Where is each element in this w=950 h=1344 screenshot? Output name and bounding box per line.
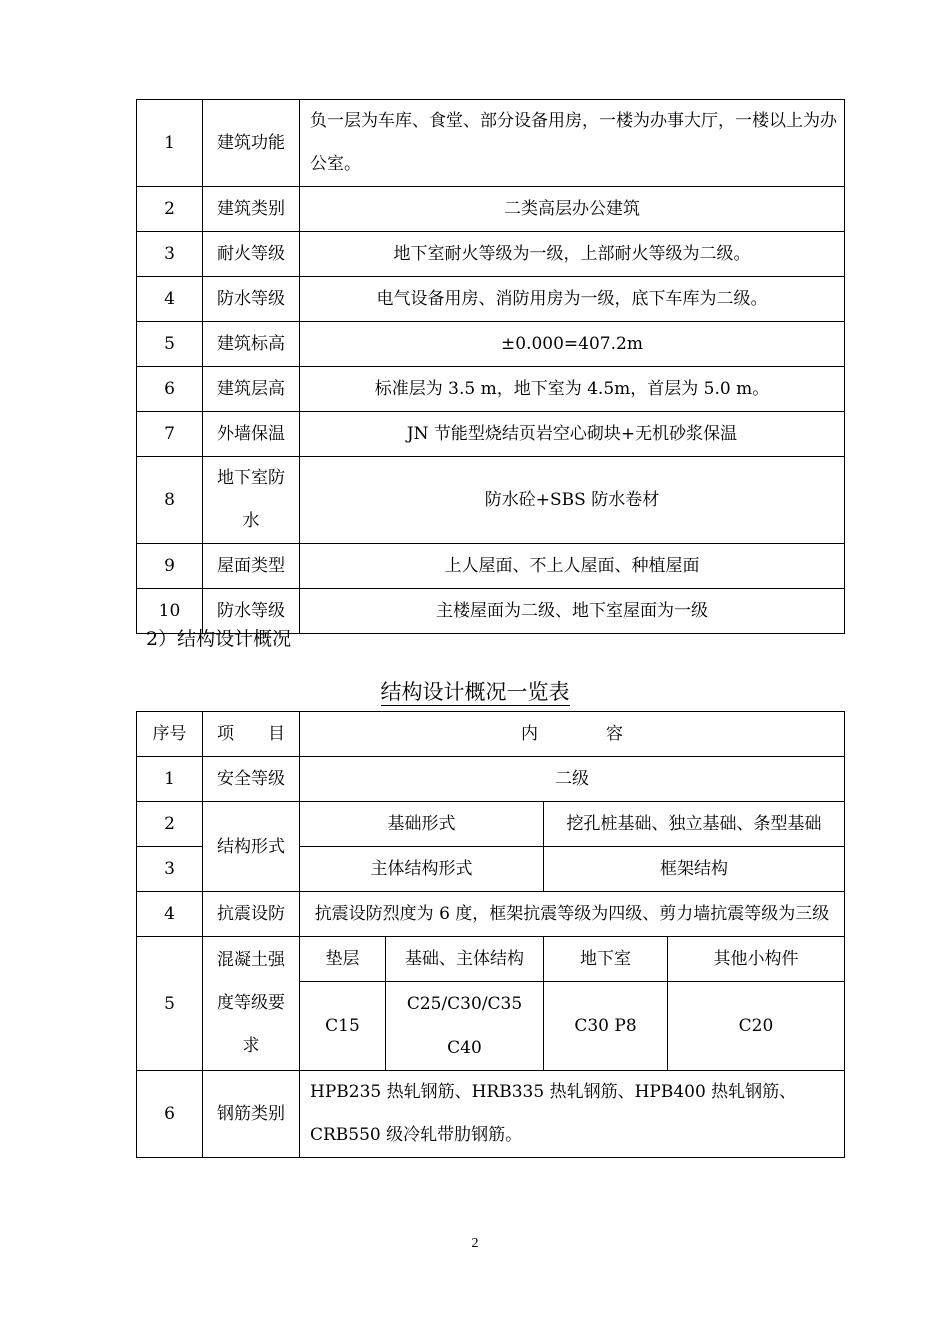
- header-content: 内 容: [300, 712, 845, 757]
- row-content: 上人屋面、不上人屋面、种植屋面: [300, 544, 845, 589]
- header-item: 项 目: [203, 712, 300, 757]
- row-no: 5: [137, 322, 203, 367]
- row-item: 耐火等级: [203, 232, 300, 277]
- row-no: 4: [137, 892, 203, 937]
- row-no: 3: [137, 232, 203, 277]
- concrete-value: C20: [668, 982, 845, 1071]
- table-row: [137, 544, 845, 589]
- row-item: 钢筋类别: [203, 1071, 300, 1158]
- concrete-head: 垫层: [300, 937, 386, 982]
- row-sub-item: 基础形式: [300, 802, 544, 847]
- row-no: 6: [137, 1071, 203, 1158]
- row-item: 建筑类别: [203, 187, 300, 232]
- row-item: 建筑层高: [203, 367, 300, 412]
- table-row: [137, 457, 845, 544]
- concrete-value: C15: [300, 982, 386, 1071]
- row-content: 防水砼+SBS 防水卷材: [300, 457, 845, 544]
- table-row: [137, 367, 845, 412]
- table-row: [137, 412, 845, 457]
- table-row: [137, 232, 845, 277]
- row-no: 3: [137, 847, 203, 892]
- row-content: 主楼屋面为二级、地下室屋面为一级: [300, 589, 845, 634]
- row-item: 屋面类型: [203, 544, 300, 589]
- row-item: 建筑标高: [203, 322, 300, 367]
- page-number: 2: [471, 1236, 479, 1251]
- row-no: 1: [137, 100, 203, 187]
- row-sub-value: 挖孔桩基础、独立基础、条型基础: [544, 802, 845, 847]
- table-row: [137, 277, 845, 322]
- row-no: 2: [137, 187, 203, 232]
- row-content: 二类高层办公建筑: [300, 187, 845, 232]
- row-content: 抗震设防烈度为 6 度，框架抗震等级为四级、剪力墙抗震等级为三级: [300, 892, 845, 937]
- row-no: 1: [137, 757, 203, 802]
- row-item: 防水等级: [203, 277, 300, 322]
- row-item: 建筑功能: [203, 100, 300, 187]
- row-no: 7: [137, 412, 203, 457]
- row-content: 地下室耐火等级为一级，上部耐火等级为二级。: [300, 232, 845, 277]
- row-no: 5: [137, 937, 203, 1071]
- table-row: [137, 802, 845, 847]
- row-item: 防水等级: [203, 589, 300, 634]
- row-no: 9: [137, 544, 203, 589]
- row-content: 标准层为 3.5 m，地下室为 4.5m，首层为 5.0 m。: [300, 367, 845, 412]
- row-sub-value: 框架结构: [544, 847, 845, 892]
- table-header-row: [137, 712, 845, 757]
- table-row: [137, 1071, 845, 1158]
- row-no: 10: [137, 589, 203, 634]
- table-row: [137, 757, 845, 802]
- table-row: [137, 187, 845, 232]
- concrete-value: C25/C30/C35 C40: [386, 982, 544, 1071]
- row-content: 电气设备用房、消防用房为一级，底下车库为二级。: [300, 277, 845, 322]
- row-sub-item: 主体结构形式: [300, 847, 544, 892]
- table-row: [137, 892, 845, 937]
- table-caption: [0, 676, 950, 706]
- row-content: 负一层为车库、食堂、部分设备用房，一楼为办事大厅，一楼以上为办公室。: [300, 100, 845, 187]
- concrete-head: 基础、主体结构: [386, 937, 544, 982]
- table-row: [137, 100, 845, 187]
- row-item: 地下室防水: [203, 457, 300, 544]
- row-item: 结构形式: [203, 802, 300, 892]
- row-no: 2: [137, 802, 203, 847]
- row-content: JN 节能型烧结页岩空心砌块+无机砂浆保温: [300, 412, 845, 457]
- row-item: 混凝土强度等级要求: [203, 937, 300, 1071]
- table-caption-text: 结构设计概况一览表: [380, 680, 570, 704]
- concrete-value: C30 P8: [544, 982, 668, 1071]
- table-row: [137, 937, 845, 982]
- structure-overview-table: [136, 711, 845, 1158]
- header-no: 序号: [137, 712, 203, 757]
- section-heading: 2）结构设计概况: [146, 628, 292, 650]
- row-no: 6: [137, 367, 203, 412]
- row-content: 二级: [300, 757, 845, 802]
- row-item: 抗震设防: [203, 892, 300, 937]
- table-row: [137, 322, 845, 367]
- concrete-head: 地下室: [544, 937, 668, 982]
- row-content: HPB235 热轧钢筋、HRB335 热轧钢筋、HPB400 热轧钢筋、CRB550 级冷轧带肋钢筋。: [300, 1071, 845, 1158]
- building-overview-table: [136, 99, 845, 634]
- row-no: 8: [137, 457, 203, 544]
- row-item: 安全等级: [203, 757, 300, 802]
- row-content: ±0.000=407.2m: [300, 322, 845, 367]
- concrete-head: 其他小构件: [668, 937, 845, 982]
- row-item: 外墙保温: [203, 412, 300, 457]
- row-no: 4: [137, 277, 203, 322]
